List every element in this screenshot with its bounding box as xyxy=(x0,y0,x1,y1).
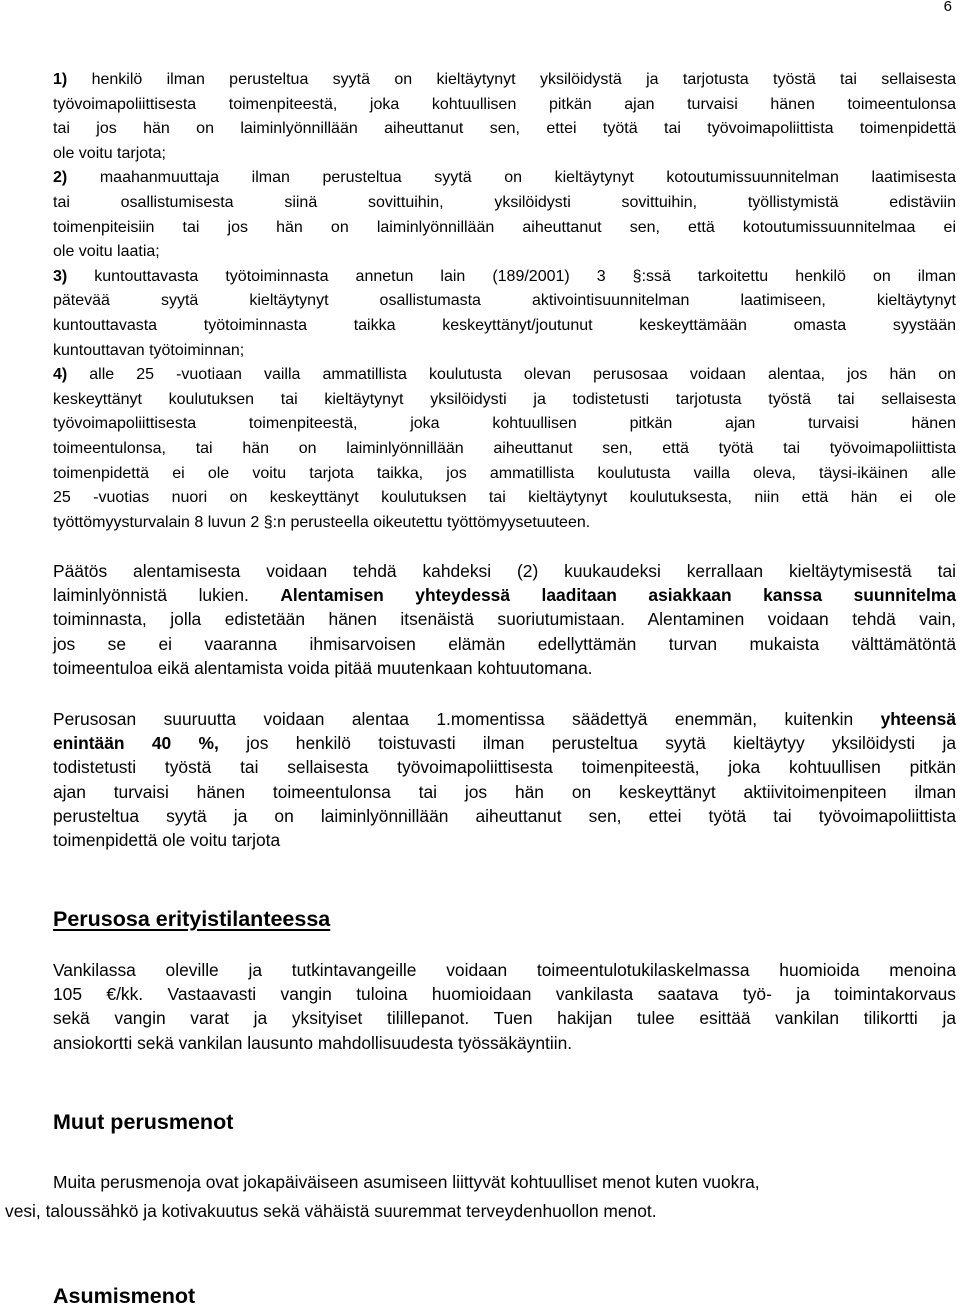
paragraph-basic-amount: Perusosan suuruutta voidaan alentaa 1.momentissa säädettyä enemmän, kuitenkin yhteensä enintään 40 %, jos henkilö toistuvasti ilman perusteltua syytä kieltäytyy yksilöidysti ja todistetusti työstä tai sellaisesta työvoimapoliittisesta toimenpiteestä, joka kohtuullisen pitkän ajan turvaisi hänen toimeentulonsa tai jos hän on keskeyttänyt aktiivitoimenpiteen ilman perusteltua syytä ja on laiminlyönnillään aiheuttanut sen, ettei työtä tai työvoimapoliittista toimenpidettä ole voitu tarjota xyxy=(53,709,956,851)
page-number: 6 xyxy=(943,0,952,15)
list-item-number: 3) xyxy=(53,267,68,285)
reduction-grounds-list xyxy=(53,68,956,535)
paragraph-decision: Päätös alentamisesta voidaan tehdä kahdeksi (2) kuukaudeksi kerrallaan kieltäytymisestä tai laiminlyönnistä lukien. Alentamisen yhteydessä laaditaan asiakkaan kanssa suunnitelma toiminnasta, jolla edistetään hänen itsenäistä suoriutumistaan. Alentaminen voidaan tehdä vain, jos se ei vaaranna ihmisarvoisen elämän edellyttämän turvan mukaista välttämätöntä toimeentuloa eikä alentamista voida pitää muutenkaan kohtuutomana. xyxy=(53,561,957,678)
section-heading-other: Muut perusmenot xyxy=(53,1110,234,1134)
list-item-3: 3) kuntouttavasta työtoiminnasta annetun lain (189/2001) 3 §:ssä tarkoitettu henkilö on ilman pätevää syytä kieltäytynyt osallistumasta aktivointisuunnitelman laatimiseen, kieltäytynyt kuntouttavasta työtoiminnasta taikka keskeyttänyt/joutunut keskeyttämään omasta syystään kuntouttavan työtoiminnan; xyxy=(53,267,956,359)
section-heading-special: Perusosa erityistilanteessa xyxy=(53,907,331,931)
list-item-number: 4) xyxy=(53,366,68,384)
paragraph-special: Vankilassa oleville ja tutkintavangeille voidaan toimeentulotukilaskelmassa huomioida menoina 105 €/kk. Vastaavasti vangin tuloina huomioidaan vankilasta saatava työ- ja toimintakorvaus sekä vangin varat ja yksityiset tilillepanot. Tuen hakijan tulee esittää vankilan tilikortti ja ansiokortti sekä vankilan lausunto mahdollisuudesta työssäkäyntiin. xyxy=(53,960,956,1053)
list-item-number: 2) xyxy=(53,169,68,187)
list-item-1: 1) henkilö ilman perusteltua syytä on kieltäytynyt yksilöidystä ja tarjotusta työstä tai sellaisesta työvoimapoliittisesta toimenpiteestä, joka kohtuullisen pitkän ajan turvaisi hänen toimeentulonsa tai jos hän on laiminlyönnillään aiheuttanut sen, ettei työtä tai työvoimapoliittista toimenpidettä ole voitu tarjota; xyxy=(53,71,956,162)
list-item-number: 1) xyxy=(53,71,68,88)
list-item-2: 2) maahanmuuttaja ilman perusteltua syytä on kieltäytynyt kotoutumissuunnitelman laatimisesta tai osallistumisesta siinä sovittuihin, yksilöidysti sovittuihin, työllistymistä edistäviin toimenpiteisiin tai jos hän on laiminlyönnillään aiheuttanut sen, että kotoutumissuunnitelmaa ei ole voitu laatia; xyxy=(53,169,956,261)
section-heading-housing: Asumismenot xyxy=(53,1284,196,1308)
list-item-4: 4) alle 25 -vuotiaan vailla ammatillista koulutusta olevan perusosaa voidaan alentaa, jos hän on keskeyttänyt koulutuksen tai kieltäytynyt yksilöidysti ja todistetusti tarjotusta työstä tai sellaisesta työvoimapoliittisesta toimenpiteestä, joka kohtuullisen pitkän ajan turvaisi hänen toimeentulonsa, tai hän on laiminlyönnillään aiheuttanut sen, että työtä tai työvoimapoliittista toimenpidettä ei ole voitu tarjota taikka, jos ammatillista koulutusta vailla oleva, täysi-ikäinen alle 25 -vuotias nuori on keskeyttänyt koulutuksen tai kieltäytynyt koulutuksesta, niin että hän ei ole työttömyysturvalain 8 luvun 2 §:n perusteella oikeutettu työttömyysetuuteen. xyxy=(53,366,956,531)
